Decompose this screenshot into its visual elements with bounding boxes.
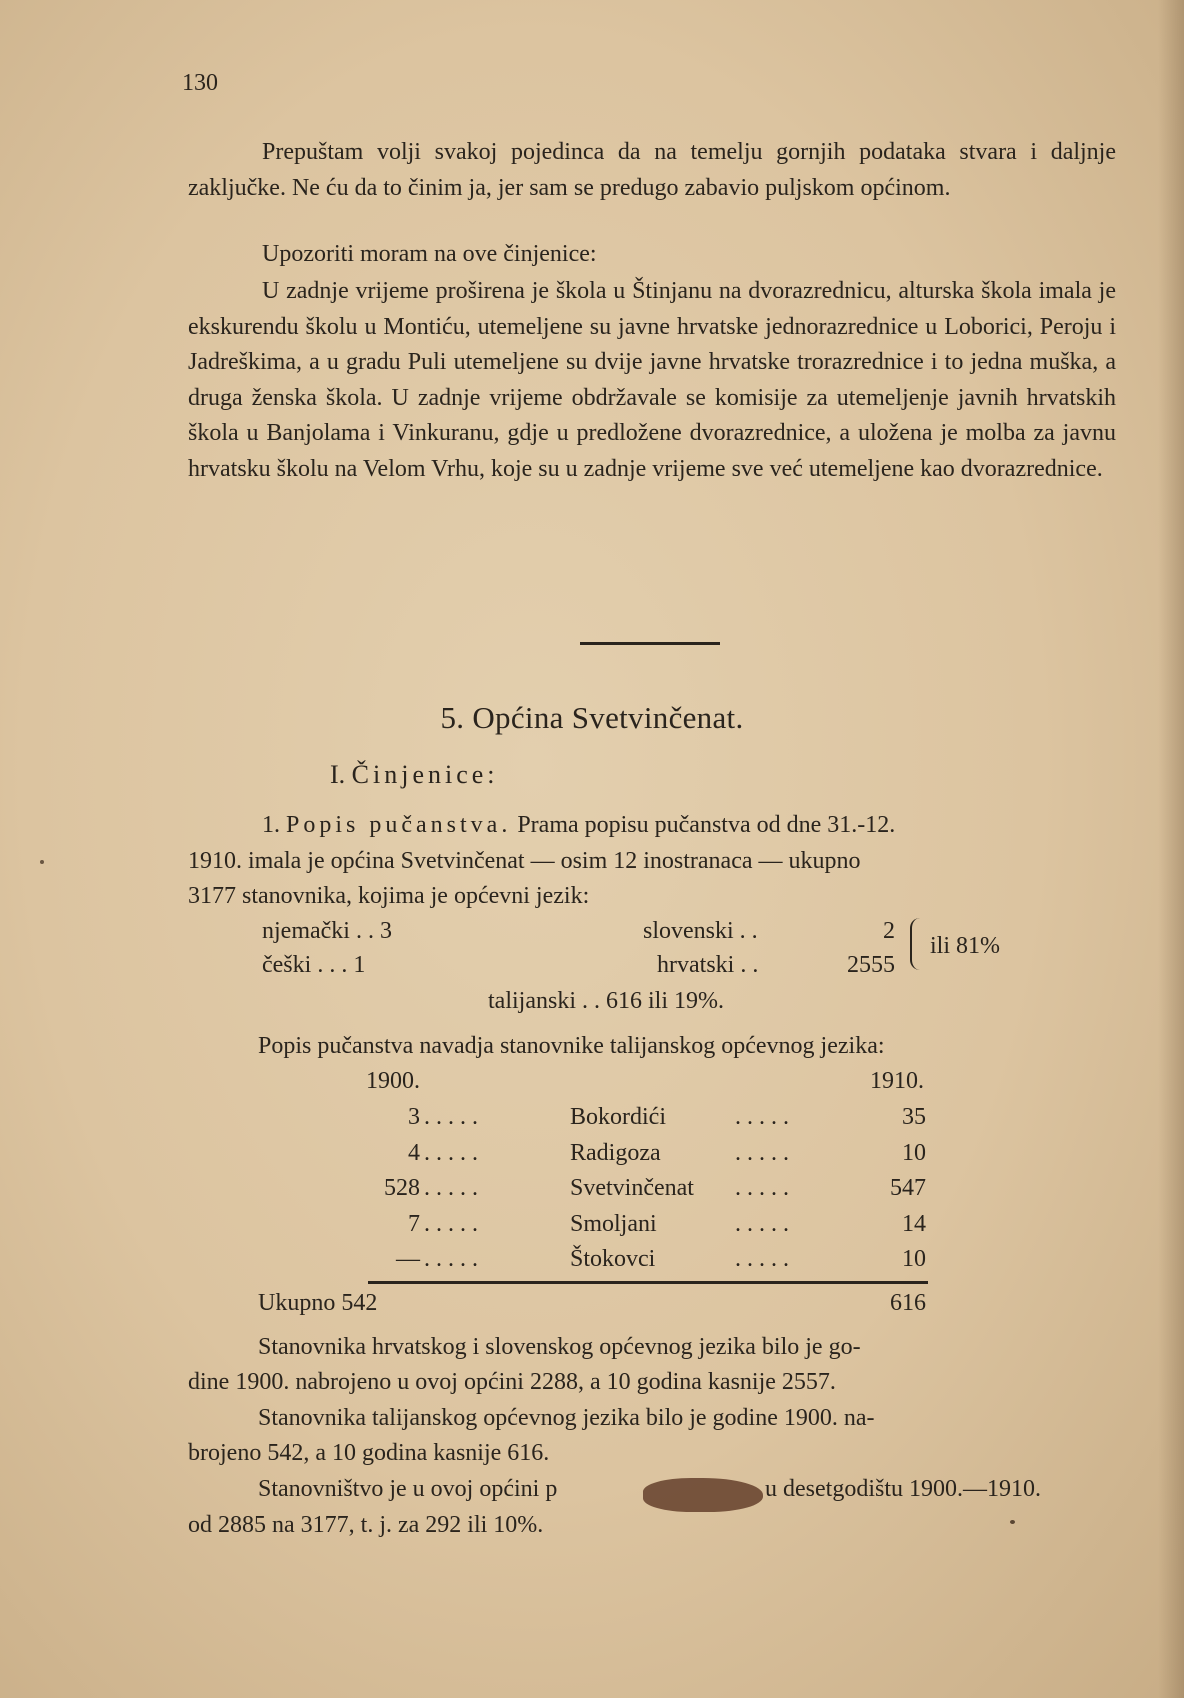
table-total-1910: 616: [890, 1290, 926, 1316]
lang-croat-label: hrvatski . .: [657, 952, 759, 978]
section-heading: 5. Općina Svetvinčenat.: [440, 700, 744, 735]
scanned-page: 130 Prepuštam volji svakoj pojedinca da na temelju gornjih podataka stvara i daljnje zaključke. Ne ću da to činim ja, jer sam se predugo zabavio puljskom općinom. Upozoriti moram na ove činjenice: U zadnje vrijeme proširena je škola u Štinjanu na dvorazrednicu, alturska škola imala je ekskurendu školu u Montiću, utemeljene su javne hrvatske jednorazrednice u Loborici, Peroju i Jadreškima, a u gradu Puli utemeljene su dvije javne hrvatske trorazrednice i to jedna muška, a druga ženska škola. U zadnje vrijeme obdržavale se komisije za utemeljenje javnih hrvatskih škola u Banjolama i Vinkuranu, gdje u predložene dvorazrednice, a uložena je molba za javnu hrvatsku školu na Velom Vrhu, koje su u zadnje vrijeme sve već utemeljene kao dvorazrednice. 5. Općina Svetvinčenat. I. Činjenice: 1. Popis pučanstva. Prama popisu pučanstva od dne 31.-12. 1910. imala je općina Svetvinčenat — osim 12 inostranaca — ukupno 3177 stanovnika, kojima je općevni jezik: njemački . . 3 češki . . . 1 slovenski . . 2 hrvatski . . 2555 ili 81% talijanski . . 616 ili 19%. Popis pučanstva navadja stanovnike talijanskog općevnog jezika: 1900. 1910. 3 . . . . . Bokordići . . . . . 35 4 . . . . . Radigoza . . . . . 10 528 . . . . . Svetvinčenat . . . . . 547 7 . . . . . Smoljani . . . . . 14 — . . . . . Štokovci . . . . . 10 Ukupno 542 616 Stanovnika hrvatskog i slovenskog općevnog jezika bilo je go- dine 1900. nabrojeno u ovoj općini 2288, a 10 godina kasnije 2557. Stanovnika talijanskog općevnog jezika bilo je godine 1900. na- brojeno 542, a 10 godina kasnije 616. Stanovništvo je u ovoj općini p u desetgodištu 1900.—1910. od 2885 na 3177, t. j. za 292 ili 10%.: [0, 0, 1184, 1698]
page-edge-shadow: [1158, 0, 1184, 1698]
brace: [910, 918, 924, 970]
table-total-label: Ukupno 542: [258, 1290, 378, 1316]
census-line-1: 1. Popis pučanstva. Prama popisu pučanstva od dne 31.-12.: [262, 812, 896, 838]
para-ital-line-2: brojeno 542, a 10 godina kasnije 616.: [188, 1440, 550, 1466]
census-line-2: 1910. imala je općina Svetvinčenat — osim 12 inostranaca — ukupno: [188, 848, 861, 874]
lang-croat-value: 2555: [847, 952, 895, 978]
para-croat-line-1: Stanovnika hrvatskog i slovenskog općevnog jezika bilo je go-: [258, 1334, 861, 1360]
italian-intro: Popis pučanstva navadja stanovnike talijanskog općevnog jezika:: [258, 1033, 885, 1059]
subheading: I. Činjenice:: [330, 760, 499, 789]
table-total-rule: [368, 1281, 928, 1284]
para-croat-line-2: dine 1900. nabrojeno u ovoj općini 2288, a 10 godina kasnije 2557.: [188, 1369, 836, 1395]
lang-slovene-value: 2: [883, 918, 895, 944]
lang-slovene-label: slovenski . .: [643, 918, 758, 944]
paragraph-1: Prepuštam volji svakoj pojedinca da na temelju gornjih podataka stvara i daljnje zaključke. Ne ću da to činim ja, jer sam se predugo zabavio puljskom općinom.: [188, 139, 1116, 201]
census-heading: Popis pučanstva.: [286, 812, 512, 838]
col-1910: 1910.: [870, 1068, 924, 1094]
para-ital-line-1: Stanovnika talijanskog općevnog jezika bilo je godine 1900. na-: [258, 1405, 875, 1431]
para-pop-line-2: od 2885 na 3177, t. j. za 292 ili 10%.: [188, 1512, 544, 1538]
section-divider: [580, 642, 720, 645]
lang-czech: češki . . . 1: [262, 952, 366, 978]
paper-speck: [40, 860, 44, 864]
lang-combined: ili 81%: [930, 933, 1000, 959]
lang-italian: talijanski . . 616 ili 19%.: [488, 988, 724, 1014]
paragraph-3: U zadnje vrijeme proširena je škola u Štinjanu na dvorazrednicu, alturska škola imala je ekskurendu školu u Montiću, utemeljene su javne hrvatske jednorazrednice u Loborici, Peroju i Jadreškima, a u gradu Puli utemeljene su dvije javne hrvatske trorazrednice i to jedna muška, a druga ženska škola. U zadnje vrijeme obdržavale se komisije za utemeljenje javnih hrvatskih škola u Banjolama i Vinkuranu, gdje u predložene dvorazrednice, a uložena je molba za javnu hrvatsku školu na Velom Vrhu, koje su u zadnje vrijeme sve već utemeljene kao dvorazrednice.: [188, 278, 1116, 482]
lang-german: njemački . . 3: [262, 918, 392, 944]
paper-speck: [1010, 1520, 1015, 1524]
ink-stain: [643, 1478, 763, 1512]
para-pop-line-1a: Stanovništvo je u ovoj općini p: [258, 1476, 558, 1502]
paragraph-2: Upozoriti moram na ove činjenice:: [262, 241, 597, 267]
census-line-3: 3177 stanovnika, kojima je općevni jezik:: [188, 883, 590, 909]
page-number: 130: [182, 70, 218, 96]
para-pop-line-1b: u desetgodištu 1900.—1910.: [765, 1476, 1041, 1502]
col-1900: 1900.: [366, 1068, 420, 1094]
